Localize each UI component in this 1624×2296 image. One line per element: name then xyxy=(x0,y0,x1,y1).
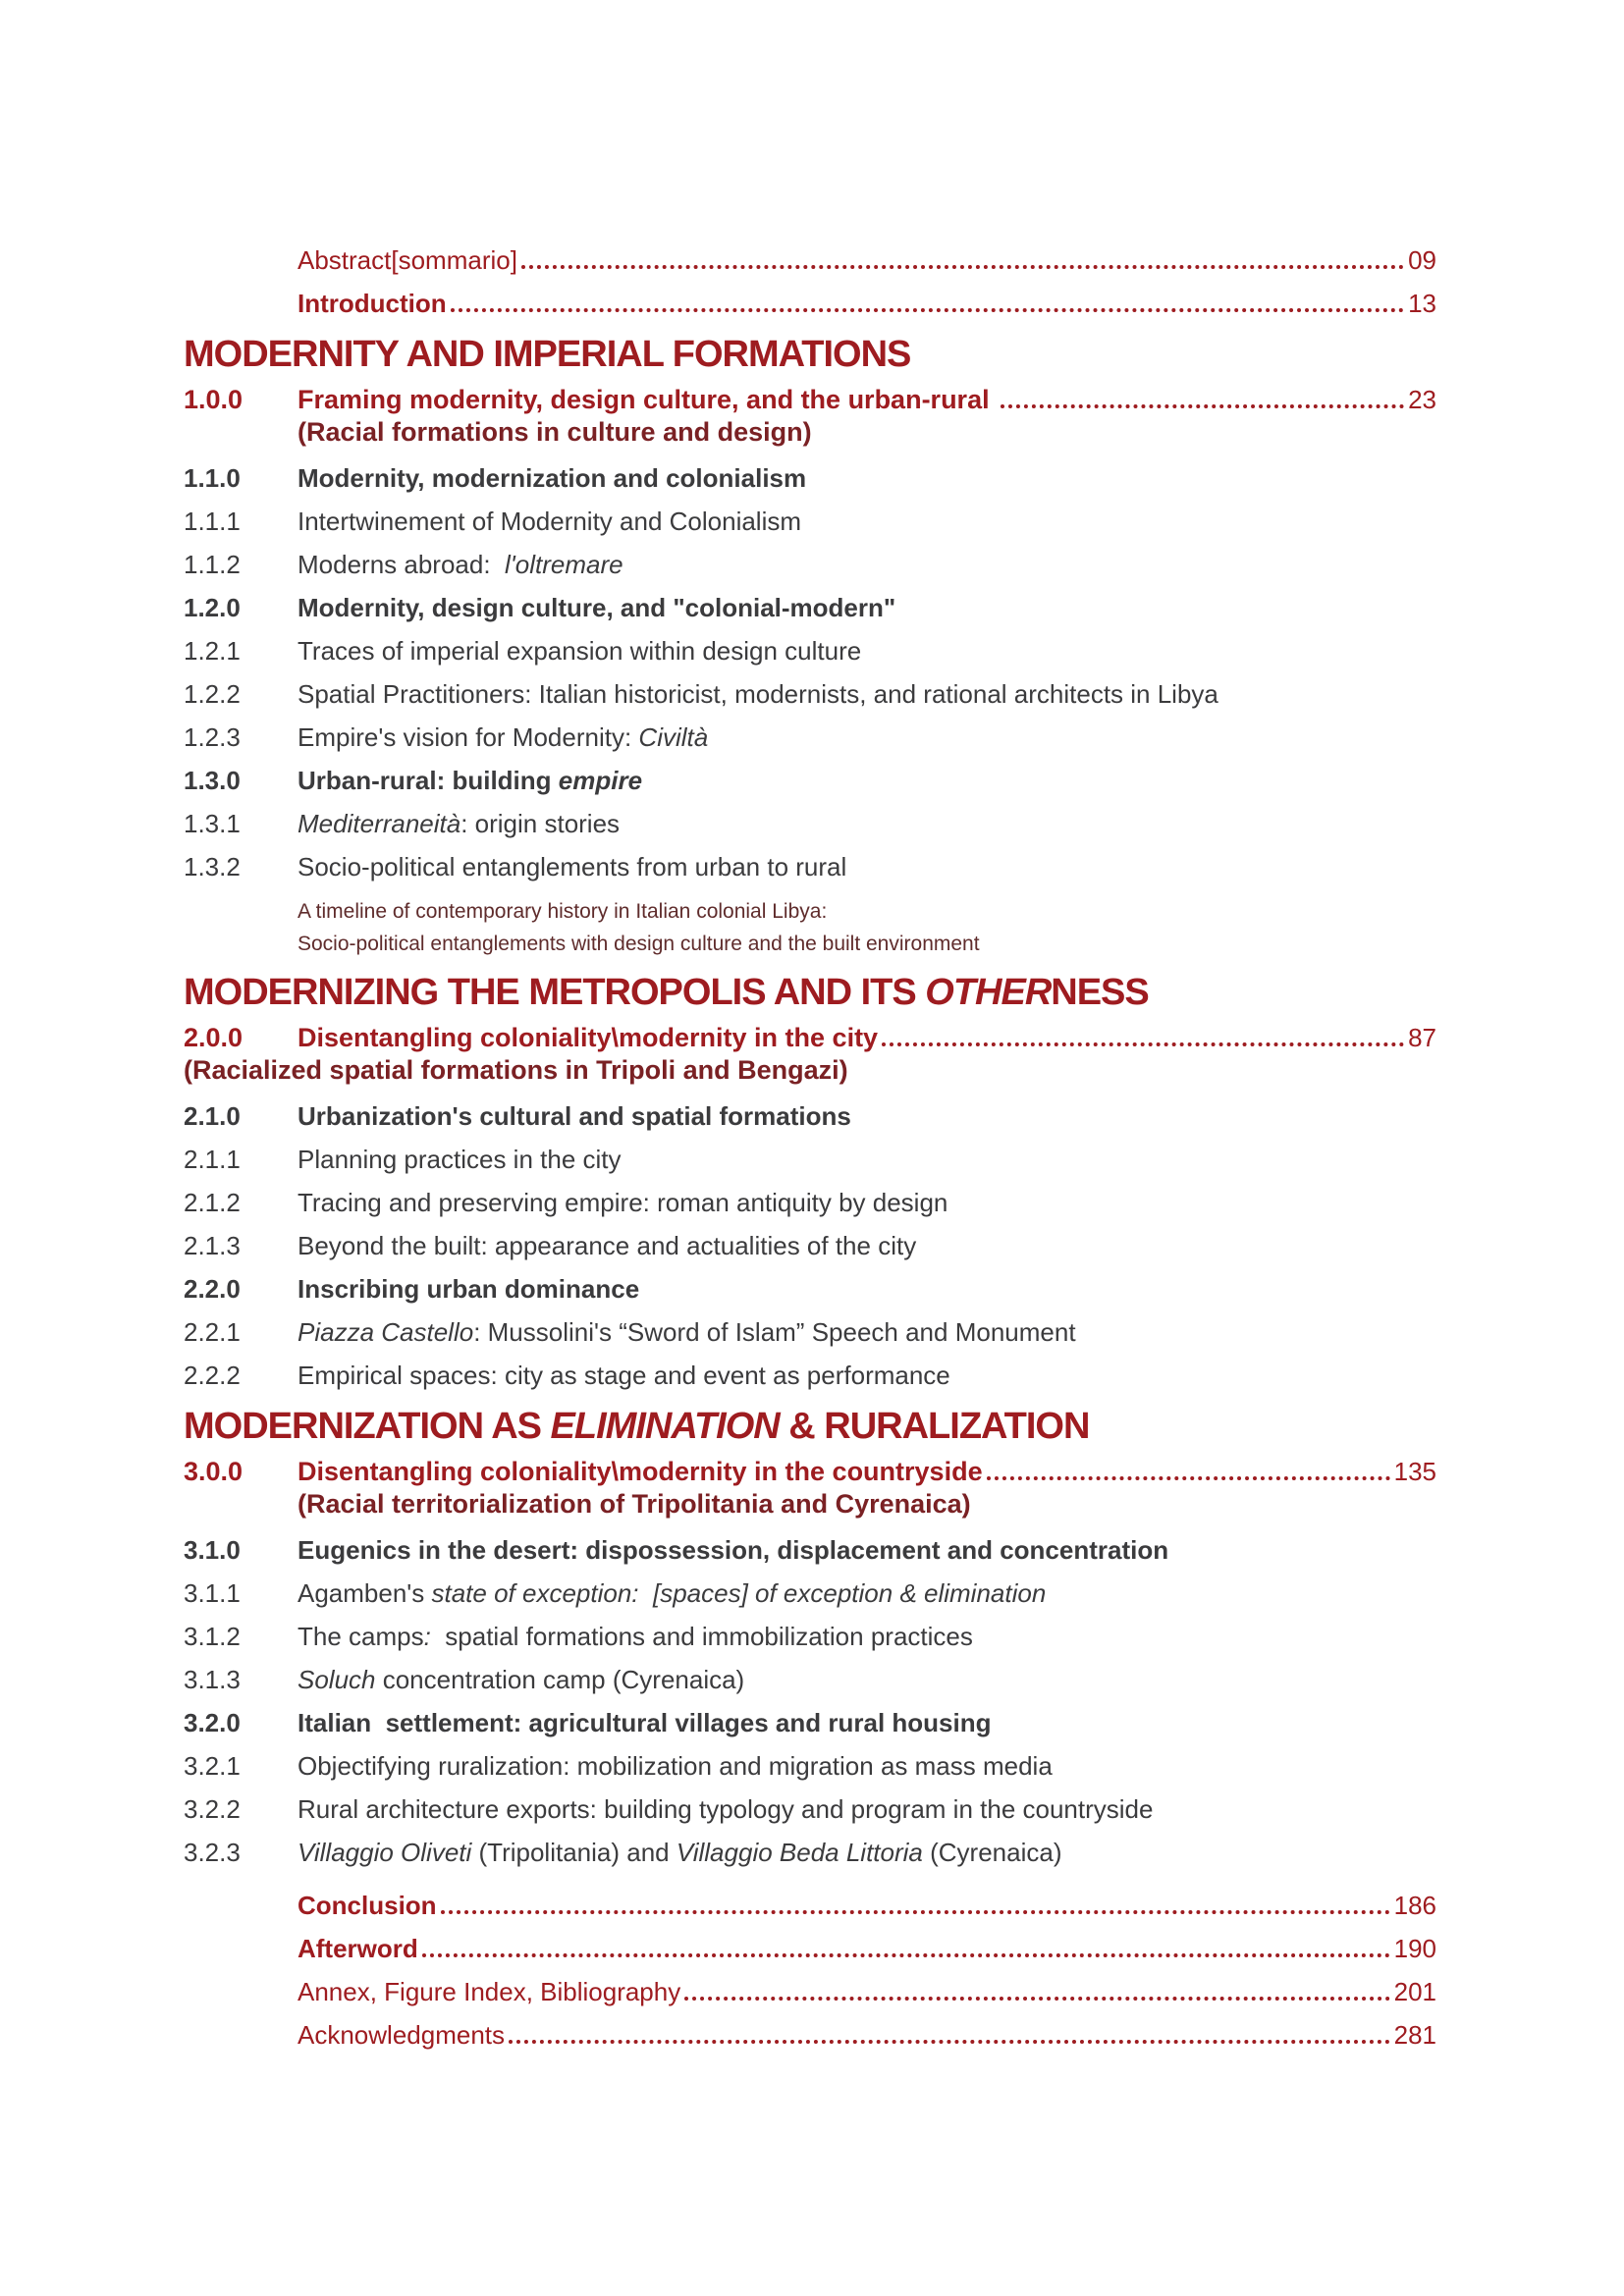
text-segment: Civiltà xyxy=(638,722,709,752)
entry-number: 2.2.0 xyxy=(184,1274,241,1304)
toc-note xyxy=(298,895,1436,960)
entry-title xyxy=(298,1274,639,1304)
entry-line xyxy=(184,1665,1436,1694)
entry-line xyxy=(184,722,1436,752)
entry-number: 3.1.3 xyxy=(184,1665,241,1694)
entry-title xyxy=(298,1145,622,1174)
introduction xyxy=(184,289,1436,318)
page-number: 13 xyxy=(1408,289,1436,318)
dotted-leader xyxy=(1001,404,1404,408)
annex-figure-index-bibliography xyxy=(184,1977,1436,2006)
text-segment: Disentangling coloniality\modernity in the countryside xyxy=(298,1457,983,1486)
entry-line xyxy=(184,766,1436,795)
entry-line xyxy=(184,1751,1436,1781)
entry-title xyxy=(298,809,620,838)
toc-entry xyxy=(184,1794,1436,1824)
entry-line xyxy=(184,852,1436,881)
entry-title xyxy=(298,1977,680,2006)
entry-number: 1.3.0 xyxy=(184,766,241,795)
page-number: 87 xyxy=(1408,1023,1436,1052)
heading-text-segment: MODERNIZATION AS xyxy=(184,1406,551,1447)
entry-title xyxy=(298,1023,878,1052)
entry-subtitle xyxy=(184,1052,1436,1088)
entry-line xyxy=(184,1578,1436,1608)
dotted-leader xyxy=(882,1042,1404,1046)
text-segment: Urban-rural: building xyxy=(298,766,559,795)
note-line: Socio-political entanglements with design culture and the built environment xyxy=(298,933,980,955)
entry-number: 2.1.3 xyxy=(184,1231,241,1260)
text-segment: Soluch xyxy=(298,1665,376,1694)
part-2 xyxy=(184,970,1436,1015)
entry-line xyxy=(184,1361,1436,1390)
entry-number: 3.1.0 xyxy=(184,1535,241,1565)
heading-text-segment: OTHER xyxy=(925,972,1052,1013)
entry-line xyxy=(298,1934,1436,1963)
text-segment: Urbanization's cultural and spatial formations xyxy=(298,1101,851,1131)
entry-number: 2.1.1 xyxy=(184,1145,241,1174)
toc-entry xyxy=(184,809,1436,838)
afterword xyxy=(184,1934,1436,1963)
text-segment: : origin stories xyxy=(460,809,621,838)
entry-number: 3.2.0 xyxy=(184,1708,241,1737)
text-segment: Modernity, modernization and colonialism xyxy=(298,463,807,493)
page-number: 186 xyxy=(1393,1891,1436,1920)
toc-entry xyxy=(184,1622,1436,1651)
toc-entry xyxy=(184,722,1436,752)
text-segment: Empirical spaces: city as stage and event as performance xyxy=(298,1361,950,1390)
entry-number: 3.0.0 xyxy=(184,1457,244,1486)
toc-entry xyxy=(184,1188,1436,1217)
heading-text-segment: NESS xyxy=(1051,972,1149,1013)
text-segment: Socio-political entanglements from urban to rural xyxy=(298,852,847,881)
entry-title xyxy=(298,1317,1076,1347)
entry-title xyxy=(298,679,1218,709)
text-segment: Disentangling coloniality\modernity in the city xyxy=(298,1023,879,1052)
entry-number: 1.2.2 xyxy=(184,679,241,709)
abstract xyxy=(184,245,1436,275)
dotted-leader xyxy=(441,1910,1390,1914)
toc-entry xyxy=(184,1101,1436,1131)
text-segment: Planning practices in the city xyxy=(298,1145,622,1174)
entry-line xyxy=(298,289,1436,318)
entry-number: 1.1.1 xyxy=(184,507,241,536)
text-segment: : Mussolini's “Sword of Islam” Speech and Monument xyxy=(473,1317,1076,1347)
text-segment: Agamben's xyxy=(298,1578,432,1608)
page-number: 281 xyxy=(1393,2020,1436,2050)
entry-line xyxy=(184,809,1436,838)
heading-text-segment: MODERNITY AND IMPERIAL FORMATIONS xyxy=(184,334,911,375)
entry-number: 1.1.2 xyxy=(184,550,241,579)
entry-title xyxy=(298,852,846,881)
conclusion xyxy=(184,1891,1436,1920)
entry-title xyxy=(298,722,708,752)
text-segment: Inscribing urban dominance xyxy=(298,1274,640,1304)
toc-entry xyxy=(184,852,1436,881)
text-segment: Framing modernity, design culture, and the urban-rural xyxy=(298,385,998,414)
entry-number: 3.2.3 xyxy=(184,1838,241,1867)
text-segment: spatial formations and immobilization practices xyxy=(430,1622,973,1651)
text-segment: empire xyxy=(558,766,643,795)
toc-entry xyxy=(184,766,1436,795)
part-1 xyxy=(184,332,1436,377)
acknowledgments xyxy=(184,2020,1436,2050)
text-segment: Beyond the built: appearance and actualities of the city xyxy=(298,1231,917,1260)
text-segment: Mediterraneità xyxy=(298,809,461,838)
text-segment: Villaggio Oliveti xyxy=(298,1838,472,1867)
dotted-leader xyxy=(451,308,1404,312)
text-segment: (Racial formations in culture and design) xyxy=(298,417,812,447)
entry-line xyxy=(184,463,1436,493)
entry-line xyxy=(184,1708,1436,1737)
entry-title xyxy=(298,1622,973,1651)
entry-number: 1.2.1 xyxy=(184,636,241,666)
page-number: 201 xyxy=(1393,1977,1436,2006)
toc-entry xyxy=(184,1317,1436,1347)
toc-entry xyxy=(184,1838,1436,1867)
toc-entry xyxy=(184,1361,1436,1390)
entry-number: 1.3.2 xyxy=(184,852,241,881)
toc-entry xyxy=(184,385,1436,450)
entry-title xyxy=(298,1188,947,1217)
note-line: A timeline of contemporary history in Italian colonial Libya: xyxy=(298,900,828,923)
text-segment: Intertwinement of Modernity and Colonialism xyxy=(298,507,802,536)
page-number: 190 xyxy=(1393,1934,1436,1963)
toc-entry xyxy=(184,636,1436,666)
entry-number: 3.1.2 xyxy=(184,1622,241,1651)
entry-line xyxy=(184,636,1436,666)
entry-line xyxy=(184,550,1436,579)
entry-subtitle xyxy=(298,1486,1436,1522)
text-segment: Eugenics in the desert: dispossession, displacement and concentration xyxy=(298,1535,1169,1565)
entry-title xyxy=(298,1794,1153,1824)
entry-subtitle xyxy=(298,414,1436,450)
toc-entry xyxy=(184,1535,1436,1565)
toc-entry xyxy=(184,550,1436,579)
entry-line xyxy=(298,245,1436,275)
entry-line xyxy=(184,1622,1436,1651)
entry-title xyxy=(298,2020,505,2050)
toc-entry xyxy=(184,463,1436,493)
entry-title xyxy=(298,507,801,536)
text-segment: : xyxy=(423,1622,431,1651)
entry-title xyxy=(298,463,806,493)
entry-line xyxy=(184,593,1436,622)
entry-line xyxy=(184,1838,1436,1867)
toc-entry xyxy=(184,1231,1436,1260)
heading-text-segment: & RURALIZATION xyxy=(779,1406,1090,1447)
part-3 xyxy=(184,1404,1436,1449)
entry-number: 2.2.1 xyxy=(184,1317,241,1347)
entry-line xyxy=(298,2020,1436,2050)
entry-line xyxy=(184,1457,1436,1486)
page-number: 135 xyxy=(1393,1457,1436,1486)
toc-entry xyxy=(184,1457,1436,1522)
text-segment: The camps xyxy=(298,1622,424,1651)
entry-title xyxy=(298,1934,418,1963)
text-segment: (Cyrenaica) xyxy=(922,1838,1062,1867)
entry-number: 2.1.2 xyxy=(184,1188,241,1217)
dotted-leader xyxy=(422,1953,1390,1957)
toc-entry xyxy=(184,507,1436,536)
entry-title xyxy=(298,550,623,579)
dotted-leader xyxy=(521,265,1404,269)
entry-number: 1.3.1 xyxy=(184,809,241,838)
text-segment: Traces of imperial expansion within design culture xyxy=(298,636,862,666)
entry-number: 1.0.0 xyxy=(184,385,244,414)
text-segment: (Tripolitania) and xyxy=(471,1838,677,1867)
text-segment: Spatial Practitioners: Italian historicist, modernists, and rational architects in Libya xyxy=(298,679,1218,709)
toc-entry xyxy=(184,1023,1436,1088)
entry-title xyxy=(298,1457,983,1486)
text-segment: Villaggio Beda Littoria xyxy=(676,1838,923,1867)
text-segment: Introduction xyxy=(298,289,447,318)
toc-entry xyxy=(184,1708,1436,1737)
toc-entry xyxy=(184,679,1436,709)
heading-text-segment: MODERNIZING THE METROPOLIS AND ITS xyxy=(184,972,926,1013)
text-segment: Objectifying ruralization: mobilization and migration as mass media xyxy=(298,1751,1053,1781)
toc-entry xyxy=(184,1145,1436,1174)
entry-line xyxy=(298,1977,1436,2006)
text-segment: Acknowledgments xyxy=(298,2020,505,2050)
entry-title xyxy=(298,1578,1046,1608)
entry-line xyxy=(184,679,1436,709)
toc-entry xyxy=(184,1751,1436,1781)
entry-number: 3.2.2 xyxy=(184,1794,241,1824)
entry-line xyxy=(184,1274,1436,1304)
entry-line xyxy=(184,1023,1436,1052)
entry-number: 2.1.0 xyxy=(184,1101,241,1131)
entry-line xyxy=(184,1231,1436,1260)
entry-title xyxy=(298,1751,1053,1781)
entry-line xyxy=(184,1535,1436,1565)
entry-line xyxy=(184,385,1436,414)
text-segment: Piazza Castello xyxy=(298,1317,474,1347)
entry-line xyxy=(184,1317,1436,1347)
entry-line xyxy=(184,1794,1436,1824)
entry-number: 1.2.3 xyxy=(184,722,241,752)
text-segment: Moderns abroad: xyxy=(298,550,506,579)
page-number: 09 xyxy=(1408,245,1436,275)
text-segment: Conclusion xyxy=(298,1891,437,1920)
entry-line xyxy=(184,507,1436,536)
entry-title xyxy=(298,289,447,318)
text-segment: Italian settlement: agricultural villages and rural housing xyxy=(298,1708,992,1737)
text-segment: (Racialized spatial formations in Tripoli and Bengazi) xyxy=(184,1055,848,1085)
text-segment: Empire's vision for Modernity: xyxy=(298,722,639,752)
entry-title xyxy=(298,1891,437,1920)
entry-title xyxy=(298,766,642,795)
heading-text-segment: ELIMINATION xyxy=(550,1406,780,1447)
entry-title xyxy=(298,1708,992,1737)
table-of-contents xyxy=(184,245,1436,2063)
entry-line xyxy=(184,1188,1436,1217)
dotted-leader xyxy=(684,1997,1389,2001)
entry-title xyxy=(298,1665,744,1694)
toc-entry xyxy=(184,1578,1436,1608)
text-segment: Rural architecture exports: building typology and program in the countryside xyxy=(298,1794,1154,1824)
text-segment: Abstract[sommario] xyxy=(298,245,517,275)
text-segment: concentration camp (Cyrenaica) xyxy=(375,1665,745,1694)
entry-title xyxy=(298,593,895,622)
entry-title xyxy=(298,1535,1168,1565)
dotted-leader xyxy=(509,2040,1390,2044)
text-segment: Modernity, design culture, and "colonial-modern" xyxy=(298,593,896,622)
text-segment: state of exception: [spaces] of exception & elimination xyxy=(431,1578,1047,1608)
entry-title xyxy=(298,1231,916,1260)
page-number: 23 xyxy=(1408,385,1436,414)
text-segment: (Racial territorialization of Tripolitania and Cyrenaica) xyxy=(298,1489,971,1519)
entry-title xyxy=(298,1101,851,1131)
entry-title xyxy=(298,245,517,275)
entry-title xyxy=(298,1838,1061,1867)
entry-title xyxy=(298,636,861,666)
entry-number: 2.0.0 xyxy=(184,1023,244,1052)
entry-title xyxy=(298,1361,950,1390)
entry-number: 2.2.2 xyxy=(184,1361,241,1390)
text-segment: Afterword xyxy=(298,1934,418,1963)
entry-line xyxy=(184,1101,1436,1131)
entry-title xyxy=(298,385,997,414)
text-segment: Annex, Figure Index, Bibliography xyxy=(298,1977,681,2006)
entry-number: 3.2.1 xyxy=(184,1751,241,1781)
entry-line xyxy=(184,1145,1436,1174)
toc-entry xyxy=(184,1274,1436,1304)
entry-number: 1.2.0 xyxy=(184,593,241,622)
toc-entry xyxy=(184,1665,1436,1694)
toc-entry xyxy=(184,593,1436,622)
entry-number: 3.1.1 xyxy=(184,1578,241,1608)
dotted-leader xyxy=(987,1476,1390,1480)
entry-line xyxy=(298,1891,1436,1920)
text-segment: Tracing and preserving empire: roman antiquity by design xyxy=(298,1188,948,1217)
entry-number: 1.1.0 xyxy=(184,463,241,493)
text-segment: l'oltremare xyxy=(505,550,623,579)
